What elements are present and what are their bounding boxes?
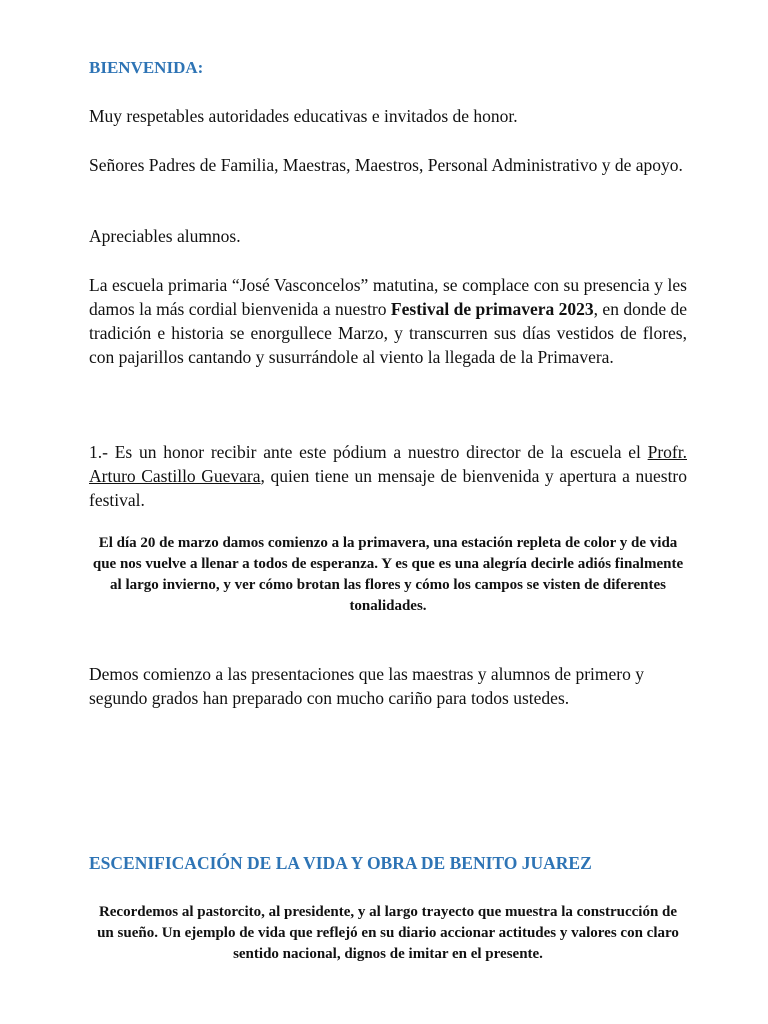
paragraph-escuela [89, 273, 687, 369]
paragraph-presentaciones: Demos comienzo a las presentaciones que las maestras y alumnos de primero y segundo grados han preparado con mucho cariño para todos ustedes. [89, 664, 644, 708]
paragraph-padres: Señores Padres de Familia, Maestras, Maestros, Personal Administrativo y de apoyo. [89, 155, 683, 175]
paragraph-primavera: El día 20 de marzo damos comienzo a la primavera, una estación repleta de color y de vida que nos vuelve a llenar a todos de esperanza. Y es que es una alegría decirle adiós finalmente al largo invierno, y ver cómo brotan las flores y cómo los campos se visten de diferentes tonalidades. [92, 535, 684, 614]
paragraph-autoridades: Muy respetables autoridades educativas e invitados de honor. [89, 106, 518, 126]
director-text-2: , quien tiene un mensaje de bienvenida y apertura a nuestro festival. [89, 466, 688, 510]
festival-name: Festival de primavera 2023 [390, 299, 594, 319]
heading-escenificacion: ESCENIFICACIÓN DE LA VIDA Y OBRA DE BENITO JUAREZ [89, 853, 592, 873]
paragraph-pastorcito: Recordemos al pastorcito, al presidente, y al largo trayecto que muestra la construcción de un sueño. Un ejemplo de vida que reflejó en su diario accionar actitudes y valores con claro sentido nacional, dignos de imitar en el presente. [97, 904, 679, 962]
paragraph-alumnos: Apreciables alumnos. [89, 226, 241, 246]
director-text-1: 1.- Es un honor recibir ante este pódium a nuestro director de la escuela el [89, 442, 648, 462]
paragraph-director [89, 440, 687, 512]
escuela-text-2: , en donde de tradición e historia se enorgullece Marzo, y transcurren sus días vestidos de flores, con pajarillos cantando y susurrándole al viento la llegada de la Primavera. [89, 299, 688, 367]
heading-bienvenida: BIENVENIDA: [89, 58, 204, 77]
escuela-text-1: La escuela primaria “José Vasconcelos” matutina, se complace con su presencia y les damos la más cordial bienvenida a nuestro [89, 275, 687, 319]
director-name: Profr. Arturo Castillo Guevara [89, 442, 687, 486]
